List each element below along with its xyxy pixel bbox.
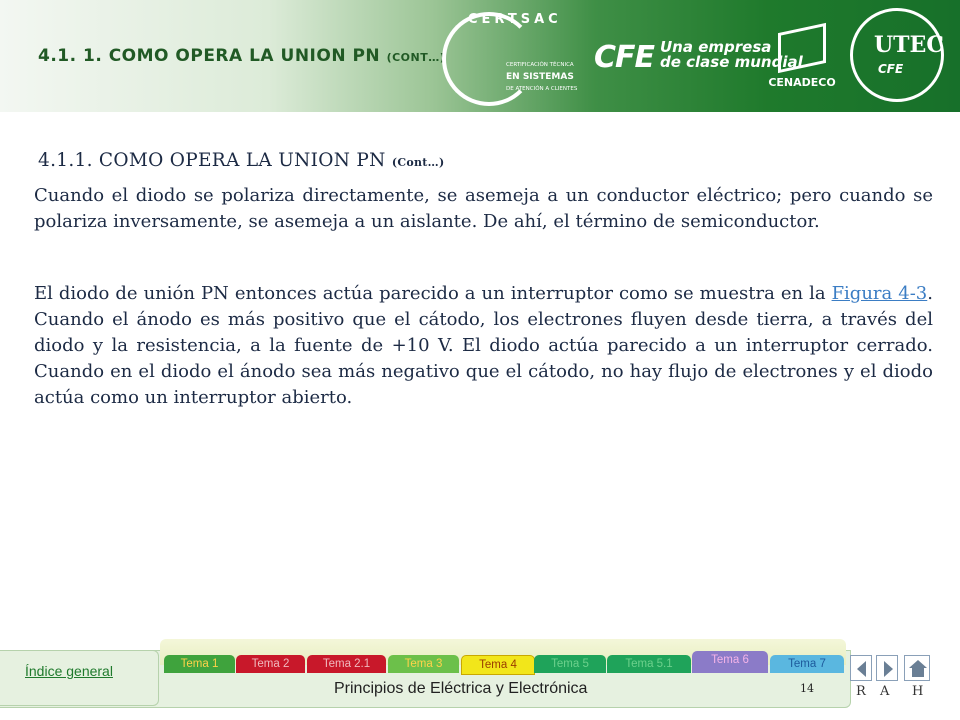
cfe-slogan-line2: de clase mundial bbox=[660, 53, 803, 71]
nav-label-r: R bbox=[856, 684, 866, 699]
cfe-slogan-line1: Una empresa bbox=[660, 38, 772, 56]
tab-tema-2[interactable]: Tema 2 bbox=[236, 655, 305, 673]
next-arrow-icon bbox=[877, 656, 899, 682]
paragraph-2 bbox=[34, 281, 933, 411]
tab-tema-5[interactable]: Tema 5 bbox=[534, 655, 606, 673]
cfe-mark: CFE bbox=[594, 40, 655, 75]
tab-tema-3[interactable]: Tema 3 bbox=[388, 655, 459, 673]
tab-tema-6[interactable]: Tema 6 bbox=[692, 651, 768, 673]
utec-mark: UTEC bbox=[874, 32, 944, 58]
home-button[interactable] bbox=[904, 655, 930, 681]
next-slide-button[interactable] bbox=[876, 655, 898, 681]
tab-tema-2-1[interactable]: Tema 2.1 bbox=[307, 655, 386, 673]
page-number: 14 bbox=[800, 682, 814, 695]
paragraph-2-before: El diodo de unión PN entonces actúa parecido a un interruptor como se muestra en la bbox=[34, 283, 832, 304]
course-title: Principios de Eléctrica y Electrónica bbox=[334, 680, 588, 697]
home-icon bbox=[905, 656, 931, 682]
slide-header-title bbox=[38, 46, 445, 66]
utec-logo bbox=[850, 8, 946, 104]
figura-4-3-link[interactable]: Figura 4-3 bbox=[831, 283, 928, 304]
content-heading-suffix: (Cont…) bbox=[391, 156, 445, 169]
certsac-logo bbox=[440, 6, 578, 104]
cenadeco-name: CENADECO bbox=[768, 76, 836, 89]
nav-label-h: H bbox=[912, 684, 924, 699]
certsac-logo-text: CERTSAC bbox=[468, 12, 562, 27]
nav-label-a: A bbox=[880, 684, 890, 699]
header-title-suffix: (CONT…) bbox=[386, 51, 446, 64]
previous-arrow-icon bbox=[851, 656, 873, 682]
certsac-line1: CERTIFICACIÓN TÉCNICA bbox=[506, 62, 574, 68]
paragraph-2-after: . Cuando el ánodo es más positivo que el cátodo, los electrones fluyen desde tierra, a través del diodo y la resistencia, a la fuente de +10 V. El diodo actúa parecido a un interruptor cerrado. Cuando en el diodo el ánodo sea más negativo que el cátodo, no hay flujo de electrones y el diodo actúa como un interruptor abierto. bbox=[34, 283, 933, 408]
tab-tema-7[interactable]: Tema 7 bbox=[770, 655, 844, 673]
content-heading-text: 4.1.1. COMO OPERA LA UNION PN bbox=[38, 150, 386, 171]
header-title-text: 4.1. 1. COMO OPERA LA UNION PN bbox=[38, 46, 381, 66]
cenadeco-logo bbox=[762, 28, 842, 90]
cube-icon bbox=[778, 23, 826, 73]
content-heading bbox=[38, 150, 445, 171]
tab-tema-1[interactable]: Tema 1 bbox=[164, 655, 235, 673]
paragraph-1: Cuando el diodo se polariza directamente, se asemeja a un conductor eléctrico; pero cuando se polariza inversamente, se asemeja a un aislante. De ahí, el término de semiconductor. bbox=[34, 185, 933, 232]
tab-tema-5-1[interactable]: Tema 5.1 bbox=[607, 655, 691, 673]
indice-general-link[interactable]: Índice general bbox=[25, 663, 113, 679]
utec-cfe: CFE bbox=[878, 62, 904, 76]
tab-tema-4[interactable]: Tema 4 bbox=[461, 655, 535, 675]
certsac-line2: EN SISTEMAS bbox=[506, 72, 574, 82]
certsac-line3: DE ATENCIÓN A CLIENTES bbox=[506, 86, 578, 92]
previous-slide-button[interactable] bbox=[850, 655, 872, 681]
